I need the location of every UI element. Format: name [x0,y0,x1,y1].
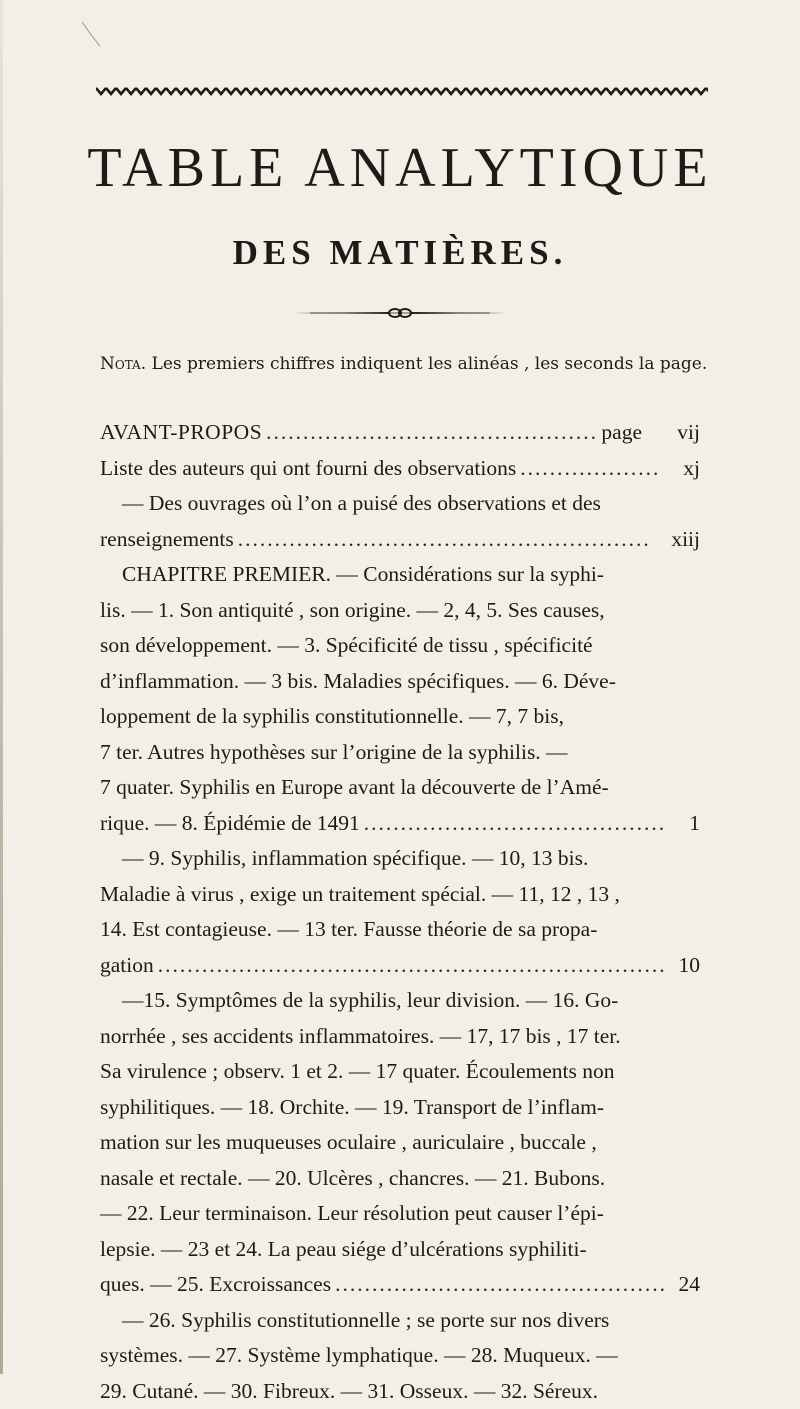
text-line: rique. — 8. Épidémie de 1491 [100,806,360,842]
text-line: 14. Est contagieuse. — 13 ter. Fausse théorie de sa propa- [100,912,700,948]
text-line: systèmes. — 27. Système lymphatique. — 28. Muqueux. — [100,1338,700,1374]
page-number: 24 [670,1267,700,1303]
text-line: norrhée , ses accidents inflammatoires. — 17, 17 bis , 17 ter. [100,1019,700,1055]
toc-entry-label: Liste des auteurs qui ont fourni des observations [100,451,516,487]
toc-entry-page-word: page [601,415,642,451]
nota-label: Nota. [100,354,146,374]
page-subtitle: DES MATIÈRES. [0,235,800,270]
nota-text: Les premiers chiffres indiquent les alinéas , les seconds la page. [152,354,708,374]
dot-leaders [335,1267,666,1303]
dot-leaders [520,451,660,487]
toc-entry-auteurs[interactable] [100,451,700,487]
table-of-contents [100,415,700,1409]
dot-leaders [158,948,666,984]
toc-entry-renseignements[interactable] [100,522,700,558]
text-line: lepsie. — 23 et 24. La peau siége d’ulcérations syphiliti- [100,1232,700,1268]
toc-entry-page: xj [664,451,700,487]
toc-entry-page: xiij [656,522,700,558]
text-line: — 26. Syphilis constitutionnelle ; se porte sur nos divers [100,1303,700,1339]
text-line: — 22. Leur terminaison. Leur résolution peut causer l’épi- [100,1196,700,1232]
text-line: gation [100,948,154,984]
dot-leaders [266,415,597,451]
nota-note [100,352,720,376]
text-line: lis. — 1. Son antiquité , son origine. — 2, 4, 5. Ses causes, [100,593,700,629]
chapter-one-block[interactable] [100,557,700,1409]
text-line: 7 quater. Syphilis en Europe avant la découverte de l’Amé- [100,770,700,806]
text-line: Sa virulence ; observ. 1 et 2. — 17 quater. Écoulements non [100,1054,700,1090]
toc-entry-page: vij [642,415,700,451]
toc-entry-label: — Des ouvrages où l’on a puisé des observations et des [100,486,601,522]
text-line: d’inflammation. — 3 bis. Maladies spécifiques. — 6. Déve- [100,664,700,700]
text-line: nasale et rectale. — 20. Ulcères , chancres. — 21. Bubons. [100,1161,700,1197]
page-edge [0,0,3,1374]
ornament-rule [96,84,708,98]
text-line: mation sur les muqueuses oculaire , auriculaire , buccale , [100,1125,700,1161]
page-number: 1 [670,806,700,842]
text-line: 29. Cutané. — 30. Fibreux. — 31. Osseux. — 32. Séreux. [100,1374,700,1409]
dot-leaders [364,806,666,842]
page-title: TABLE ANALYTIQUE [0,140,800,196]
text-line-with-page [100,806,700,842]
text-line: loppement de la syphilis constitutionnelle. — 7, 7 bis, [100,699,700,735]
text-line: Maladie à virus , exige un traitement spécial. — 11, 12 , 13 , [100,877,700,913]
text-line: syphilitiques. — 18. Orchite. — 19. Transport de l’inflam- [100,1090,700,1126]
toc-entry-label: renseignements [100,522,234,558]
toc-entry-label: AVANT-PROPOS [100,415,262,451]
text-line-with-page [100,1267,700,1303]
dot-leaders [238,522,652,558]
text-line: —15. Symptômes de la syphilis, leur division. — 16. Go- [100,983,700,1019]
page-number: 10 [670,948,700,984]
text-line: CHAPITRE PREMIER. — Considérations sur la syphi- [100,557,700,593]
text-line-with-page [100,948,700,984]
text-line: — 9. Syphilis, inflammation spécifique. — 10, 13 bis. [100,841,700,877]
text-line: ques. — 25. Excroissances [100,1267,331,1303]
ornament-divider [290,306,510,320]
toc-entry-ouvrages[interactable] [100,486,700,522]
text-line: 7 ter. Autres hypothèses sur l’origine de la syphilis. — [100,735,700,771]
toc-entry-avant-propos[interactable] [100,415,700,451]
corner-mark [80,20,102,48]
text-line: son développement. — 3. Spécificité de tissu , spécificité [100,628,700,664]
